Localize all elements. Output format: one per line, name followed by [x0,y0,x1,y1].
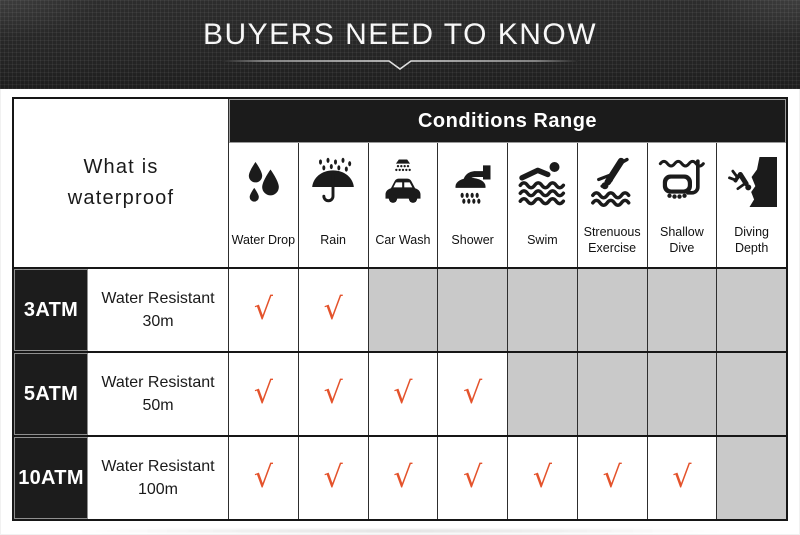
condition-column-header [647,143,717,267]
check-cell [577,437,647,519]
table-title-cell [14,99,229,267]
not-applicable-cell [716,353,786,435]
conditions-range-header: Conditions Range [229,99,786,143]
check-cell [229,437,298,519]
atm-rating-cell: 5ATM [14,353,88,435]
check-mark-icon: √ [393,460,413,495]
swim-icon [508,143,577,221]
check-mark-icon: √ [463,376,483,411]
condition-column-header [577,143,647,267]
description-text: Water Resistant [101,457,215,475]
check-cell [368,437,438,519]
check-mark-icon: √ [672,460,692,495]
not-applicable-cell [507,353,577,435]
condition-column-header [507,143,577,267]
divider-chevron-icon [220,59,580,71]
table-title-line2: waterproof [67,187,175,209]
check-cell [437,353,507,435]
check-mark-icon: √ [253,460,273,495]
table-row [14,435,786,519]
condition-column-header [716,143,786,267]
diving-depth-icon [717,143,786,221]
banner-title: BUYERS NEED TO KNOW [202,18,598,51]
condition-label: Water Drop [231,233,296,248]
check-mark-icon: √ [323,376,343,411]
condition-icons-row [229,143,786,267]
not-applicable-cell [716,437,786,519]
condition-column-header [298,143,368,267]
check-cell [437,437,507,519]
depth-text: 50m [142,397,174,414]
shallow-dive-icon [648,143,717,221]
waterproof-comparison-table [12,97,788,521]
check-cell [647,437,717,519]
depth-text: 100m [137,481,179,498]
water-drop-icon [229,143,298,221]
table-title-line1: What is [83,156,159,178]
check-cell [298,269,368,351]
description-text: Water Resistant [101,289,215,307]
not-applicable-cell [507,269,577,351]
check-mark-icon: √ [393,376,413,411]
condition-label: Shallow Dive [659,225,704,255]
table-body [14,267,786,519]
condition-column-header [229,143,298,267]
not-applicable-cell [437,269,507,351]
table-row [14,267,786,351]
condition-label: Shower [451,233,494,248]
atm-rating-cell: 3ATM [14,269,88,351]
header-banner [0,0,800,89]
check-cell [298,437,368,519]
table-row [14,351,786,435]
shower-icon [438,143,507,221]
check-cell [229,353,298,435]
check-mark-icon: √ [253,292,273,327]
description-cell [88,437,229,519]
condition-label: Rain [320,233,346,248]
check-cell [507,437,577,519]
description-cell [88,353,229,435]
rain-icon [299,143,368,221]
condition-column-header [368,143,438,267]
not-applicable-cell [647,353,717,435]
not-applicable-cell [647,269,717,351]
check-cell [298,353,368,435]
not-applicable-cell [368,269,438,351]
strenuous-exercise-icon [578,143,647,221]
condition-column-header [437,143,507,267]
description-cell [88,269,229,351]
page-bottom-shadow [10,529,790,533]
not-applicable-cell [577,269,647,351]
check-mark-icon: √ [323,460,343,495]
check-mark-icon: √ [463,460,483,495]
car-wash-icon [369,143,438,221]
check-mark-icon: √ [253,376,273,411]
check-mark-icon: √ [602,460,622,495]
condition-label: Diving Depth [734,225,769,255]
not-applicable-cell [577,353,647,435]
conditions-section [229,99,786,267]
table-header-section [14,99,786,267]
condition-label: Car Wash [375,233,431,248]
check-mark-icon: √ [532,460,552,495]
atm-rating-cell: 10ATM [14,437,88,519]
check-mark-icon: √ [323,292,343,327]
check-cell [229,269,298,351]
condition-label: Strenuous Exercise [583,225,641,255]
depth-text: 30m [142,313,174,330]
check-cell [368,353,438,435]
condition-label: Swim [527,233,558,248]
not-applicable-cell [716,269,786,351]
description-text: Water Resistant [101,373,215,391]
